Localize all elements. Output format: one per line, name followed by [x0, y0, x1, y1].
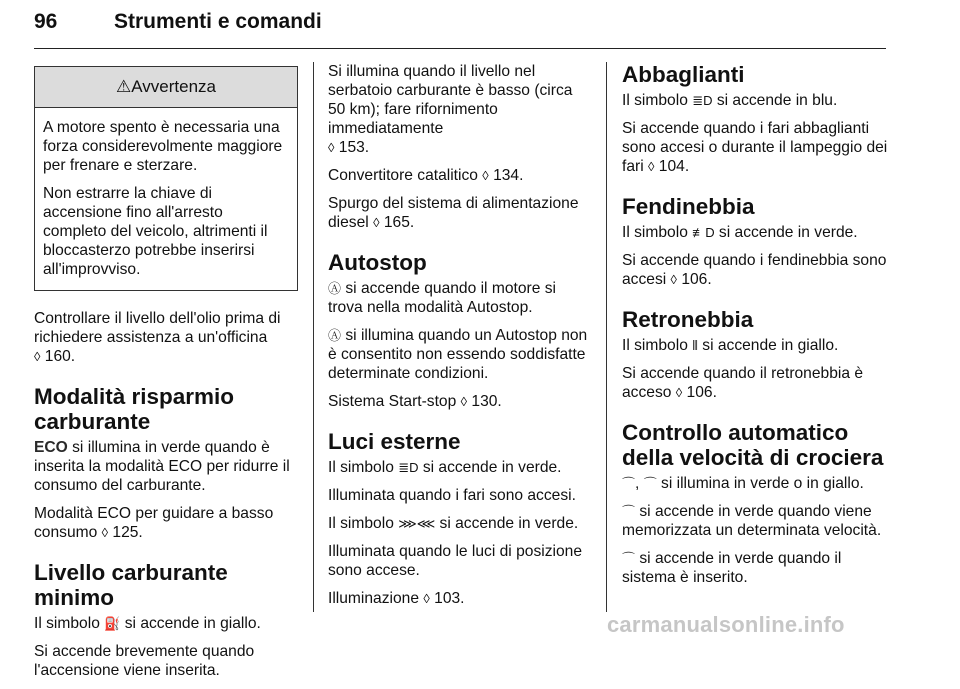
column-divider: [606, 62, 607, 612]
ref-arrow-icon: ◊: [373, 215, 380, 230]
page-number: 96: [34, 10, 58, 33]
startstop-paragraph: Sistema Start-stop ◊ 130.: [328, 393, 502, 410]
warning-icon: ⚠: [116, 77, 132, 96]
cruise-paragraph: ⌒, ⌒ si illumina in verde o in giallo.: [622, 475, 864, 492]
catalytic-paragraph: Convertitore catalitico ◊ 134.: [328, 167, 524, 184]
warning-paragraph: Non estrarre la chiave di accensione fino all'arresto completo del veicolo, altrimenti il bloccasterzo potrebbe inserirsi all'improvviso.: [43, 185, 268, 278]
page-ref[interactable]: 106.: [686, 384, 717, 401]
rear-fog-paragraph-2: Si accende quando il retronebbia è acceso ◊ 106.: [622, 365, 864, 401]
ref-arrow-icon: ◊: [670, 272, 677, 287]
oil-paragraph: Controllare il livello dell'olio prima di richiedere assistenza a un'officina ◊ 160.: [34, 310, 281, 365]
page-ref[interactable]: 130.: [471, 393, 502, 410]
heading-cruise-control: Controllo automatico della velocità di crociera: [622, 420, 884, 470]
warning-header: [35, 67, 297, 108]
cruise-set-icon: ⌒: [622, 551, 636, 566]
page-ref[interactable]: 104.: [658, 158, 690, 175]
illumination-paragraph: Illuminazione ◊ 103.: [328, 590, 465, 607]
column-3: [622, 62, 888, 596]
ref-arrow-icon: ◊: [460, 394, 468, 409]
warning-box: [34, 66, 298, 291]
ref-arrow-icon: ◊: [675, 385, 683, 400]
ref-arrow-icon: ◊: [101, 525, 109, 540]
warning-paragraph: A motore spento è necessaria una forza considerevolmente maggiore per frenare e sterzare.: [43, 119, 283, 174]
ref-arrow-icon: ◊: [34, 349, 41, 364]
autostop-paragraph-2: Ⓐ si illumina quando un Autostop non è consentito non essendo soddisfatte determinate condizioni.: [328, 327, 588, 382]
ref-arrow-icon: ◊: [328, 140, 335, 155]
lights-paragraph: Il simbolo ≣D si accende in verde.: [328, 459, 562, 476]
high-beam-paragraph: Il simbolo ≣D si accende in blu.: [622, 92, 838, 109]
ref-arrow-icon: ◊: [648, 159, 655, 174]
eco-paragraph: ECO si illumina in verde quando è inserita la modalità ECO per ridurre il consumo del carburante.: [34, 439, 290, 494]
page-ref[interactable]: 103.: [434, 590, 465, 607]
lights-paragraph-3: Il simbolo ⋙⋘ si accende in verde.: [328, 515, 579, 532]
column-1: [34, 62, 298, 689]
cruise-paragraph-2: ⌒ si accende in verde quando viene memorizzata un determinata velocità.: [622, 503, 882, 539]
lights-paragraph-2: Illuminata quando i fari sono accesi.: [328, 487, 576, 504]
page-ref[interactable]: 125.: [112, 524, 143, 541]
autostop-icon: Ⓐ: [328, 281, 342, 296]
page-ref[interactable]: 106.: [681, 271, 712, 288]
heading-high-beam: Abbaglianti: [622, 62, 745, 87]
cruise-set-icon: ⌒: [643, 476, 657, 491]
side-light-icon: ⋙⋘: [398, 516, 436, 531]
section-title: Strumenti e comandi: [114, 10, 322, 33]
ref-arrow-icon: ◊: [423, 591, 430, 606]
high-beam-icon: ≣D: [692, 93, 713, 108]
cruise-icon: ⌒: [622, 504, 636, 519]
ref-arrow-icon: ◊: [482, 168, 489, 183]
fog-paragraph-2: Si accende quando i fendinebbia sono accesi ◊ 106.: [622, 252, 887, 288]
heading-rear-fog: Retronebbia: [622, 307, 754, 332]
heading-autostop: Autostop: [328, 250, 427, 275]
autostop-paragraph: Ⓐ si accende quando il motore si trova nella modalità Autostop.: [328, 280, 556, 316]
watermark: carmanualsonline.info: [607, 612, 845, 637]
autostop-off-icon: Ⓐ: [328, 328, 342, 343]
warning-title: Avvertenza: [131, 77, 216, 96]
front-fog-icon: ≢D: [692, 225, 715, 240]
rear-fog-paragraph: Il simbolo ⦀ si accende in giallo.: [622, 337, 839, 354]
fuel-pump-icon: ⛽: [104, 616, 121, 631]
headlight-icon: ≣D: [398, 460, 419, 475]
warning-body: [35, 108, 297, 290]
diesel-paragraph: Spurgo del sistema di alimentazione diesel ◊ 165.: [328, 195, 579, 231]
fuel-paragraph-2: Si accende brevemente quando l'accensione viene inserita.: [34, 643, 255, 679]
heading-exterior-lights: Luci esterne: [328, 429, 461, 454]
fuel-low-paragraph: Si illumina quando il livello nel serbatoio carburante è basso (circa 50 km); fare rifornimento immediatamente ◊ 153.: [328, 63, 573, 156]
fuel-paragraph: Il simbolo ⛽ si accende in giallo.: [34, 615, 261, 632]
eco-icon: ECO: [34, 439, 68, 456]
cruise-paragraph-3: ⌒ si accende in verde quando il sistema è inserito.: [622, 550, 842, 586]
column-2: [328, 62, 590, 617]
rear-fog-icon: ⦀: [692, 338, 698, 353]
lights-paragraph-4: Illuminata quando le luci di posizione sono accese.: [328, 543, 582, 579]
cruise-icon: ⌒: [622, 476, 636, 491]
high-beam-paragraph-2: Si accende quando i fari abbaglianti sono accesi o durante il lampeggio dei fari ◊ 104.: [622, 120, 888, 175]
heading-front-fog: Fendinebbia: [622, 194, 755, 219]
column-divider: [313, 62, 314, 612]
page-header: [34, 8, 886, 49]
page-ref[interactable]: 165.: [383, 214, 415, 231]
page-ref[interactable]: 134.: [493, 167, 524, 184]
heading-fuel: Livello carburante minimo: [34, 560, 228, 610]
page-ref[interactable]: 160.: [44, 348, 76, 365]
heading-eco: Modalità risparmio carburante: [34, 384, 235, 434]
eco-guide-paragraph: Modalità ECO per guidare a basso consumo ◊ 125.: [34, 505, 274, 541]
fog-paragraph: Il simbolo ≢D si accende in verde.: [622, 224, 858, 241]
page-ref[interactable]: 153.: [338, 139, 370, 156]
